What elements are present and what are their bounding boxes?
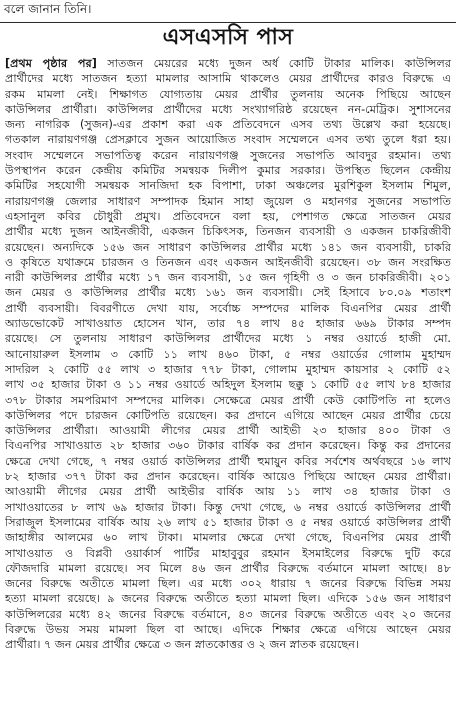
article-line-31: সিরাজুল ইসলামের বার্ষিক আয় ২৬ লাখ ৫১ হাজার টাকা ও ৫ নম্বর ওয়ার্ডে কাউন্সিলর প্রার্থী (5, 515, 451, 529)
article-line-12: প্রার্থীর মধ্যে দুজন আইনজীবী, একজন চিকিৎসক, তিনজন ব্যবসায়ী ও একজন চাকরিজীবী (5, 225, 451, 239)
article-line-26: বিএনপির সাখাওয়াত ২৮ হাজার ৩৬০ টাকার বার্ষিক কর প্রদান করেছেন। কিন্তু কর প্রদানের (5, 439, 451, 453)
article-line-22: লাখ ৩৫ হাজার টাকা ও ১১ নম্বর ওয়ার্ডে অহিদুল ইসলাম ছক্কু ১ কোটি ৫৫ লাখ ৮৪ হাজার (5, 378, 451, 392)
article-line-29: আওয়ামী লীগের মেয়র প্রার্থী আইভীর বার্ষিক আয় ১১ লাখ ৩৪ হাজার টাকা ও (5, 485, 451, 499)
article-line-9: কমিটির সহযোগী সমন্বয়ক সানজিদা হক বিপাশা, ঢাকা অঞ্চলের মুরশিকুল ইসলাম শিমুল, (5, 179, 451, 193)
article-line-27: ক্ষেত্রে দেখা গেছে, ৭ নম্বর ওয়ার্ড কাউন্সিলর প্রার্থী হুমায়ুন কবির সর্বশেষ অর্থবছরে ১৬ লাখ (5, 454, 451, 468)
article-line-15: নারী কাউন্সিলর প্রার্থীর মধ্যে ১৭ জন ব্যবসায়ী, ১৫ জন গৃহিণী ও ৩ জন চাকরিজীবী। ২০১ (5, 271, 451, 285)
article-line-13: রয়েছেন। অন্যদিকে ১৫৬ জন সাধারণ কাউন্সিলর প্রার্থীর মধ্যে ১৪১ জন ব্যবসায়ী, চাকরি (5, 240, 451, 254)
article-body (5, 56, 451, 653)
article-line-3: রকম মামলা নেই। শিক্ষাগত যোগ্যতায় মেয়র প্রার্থীর তুলনায় অনেক পিছিয়ে আছেন (5, 87, 451, 101)
article-line-25: কাউন্সিলর প্রার্থীরা। আওয়ামী লীগের মেয়র প্রার্থী আইভী ২৩ হাজার ৪০০ টাকা ও (5, 424, 451, 438)
article-line-8: উপস্থাপন করেন কেন্দ্রীয় কমিটির সমন্বয়ক দিলীপ কুমার সরকার। উপস্থিত ছিলেন কেন্দ্রীয় (5, 164, 451, 178)
article-line-28: ৮২ হাজার ৩৭৭ টাকা কর প্রদান করেছেন। বার্ষিক আয়েও পিছিয়ে আছেন মেয়র প্রার্থীরা। (5, 470, 451, 484)
article-line-20: আনোয়ারুল ইসলাম ৩ কোটি ১১ লাখ ৪৬০ টাকা, ৫ নম্বর ওয়ার্ডের গোলাম মুহাম্মদ (5, 347, 451, 361)
article-line-7: সংবাদ সম্মেলনে সভাপতিত্ব করেন নারায়ণগঞ্জ সুজনের সভাপতি আবদুর রহমান। তথ্য (5, 148, 451, 162)
article-line-21: সাদরিল ২ কোটি ৫৫ লাখ ৩ হাজার ৭৭৮ টাকা, গোলাম মুহাম্মদ কায়সার ২ কোটি ৫২ (5, 362, 451, 376)
article-line-18: অ্যাডভোকেট সাখাওয়াত হোসেন খান, তার ৭৪ লাখ ৪৫ হাজার ৬৬৯ টাকার সম্পদ (5, 317, 451, 331)
article-line-19: রয়েছে। সে তুলনায় সাধারণ কাউন্সিলর প্রার্থীদের মধ্যে ১ নম্বর ওয়ার্ডে হাজী মো. (5, 332, 451, 346)
article-line-38: বিরুদ্ধে উভয় সময় মামলা ছিল বা আছে। এদিকে শিক্ষার ক্ষেত্রে এগিয়ে আছেন মেয়র (5, 622, 451, 636)
article-line-4: কাউন্সিলর প্রার্থীরা। কাউন্সিলর প্রার্থীদের মধ্যে সংখ্যাগরিষ্ঠ রয়েছেন নন-মেট্রিক। সুশাসনের (5, 102, 451, 116)
article-line-23: ৩৭৮ টাকার সমপরিমাণ সম্পদের মালিক। সেক্ষেত্রে মেয়র প্রার্থী কেউ কোটিপতি না হলেও (5, 393, 451, 407)
separator-rule (0, 22, 456, 23)
article-line-1 (5, 56, 451, 71)
article-kicker: [প্রথম পৃষ্ঠার পর] (5, 57, 97, 70)
article-line-36: হত্যা মামলা রয়েছে। ৯ জনের বিরুদ্ধে অতীতে হত্যা মামলা ছিল। এদিকে ১৫৬ জন সাধারণ (5, 592, 451, 606)
article-line-39: প্রার্থীরা। ৭ জন মেয়র প্রার্থীর ক্ষেত্রে ৩ জন স্নাতকোত্তর ও ২ জন স্নাতক রয়েছেন। (5, 638, 359, 652)
article-line-11: এহসানুল কবির চৌধুরী প্রমুখ। প্রতিবেদনে বলা হয়, পেশাগত ক্ষেত্রে সাতজন মেয়র (5, 209, 451, 223)
article-line-2: প্রার্থীদের মধ্যে সাতজন হত্যা মামলার আসামি থাকলেও মেয়র প্রার্থীদের কারও বিরুদ্ধে এ (5, 72, 451, 86)
article-line-17: প্রার্থী ব্যবসায়ী। বিবরণীতে দেখা যায়, সর্বোচ্চ সম্পদের মালিক বিএনপির মেয়র প্রার্থী (5, 301, 451, 315)
article-line-37: কাউন্সিলরের মধ্যে ৪২ জনের বিরুদ্ধে বর্তমানে, ৪৩ জনের বিরুদ্ধে অতীতে এবং ২০ জনের (5, 607, 451, 621)
article-line-30: সাখাওয়াতের ৮ লাখ ৬৯ হাজার টাকা। কিন্তু দেখা গেছে, ৬ নম্বর ওয়ার্ডে কাউন্সিলর প্রার্থী (5, 500, 451, 514)
article-line-10: নারায়ণগঞ্জ জেলার সাধারণ সম্পাদক হিমান সাহা জুয়েল ও মহানগর সুজনের সভাপতি (5, 194, 451, 208)
article-line-33: সাখাওয়াত ও বিপ্লবী ওয়ার্কার্স পার্টির মাহাবুবুর রহমান ইসমাইলের বিরুদ্ধে দুটি করে (5, 546, 451, 560)
article-line-14: ও কৃষিতে যথাক্রমে চারজন ও তিনজন এবং একজন আইনজীবী রয়েছেন। ৩৮ জন সংরক্ষিত (5, 255, 451, 269)
article-line-text: সাতজন মেয়রের মধ্যে দুজন অর্ধ কোটি টাকার মালিক। কাউন্সিলর (107, 57, 451, 70)
previous-article-fragment: বলে জানান তিনি। (4, 2, 92, 16)
article-line-16: জন মেয়র ও কাউন্সিলর প্রার্থীর মধ্যে ১৬১ জন ব্যবসায়ী। সেই হিসাবে ৮০.০৯ শতাংশ (5, 286, 451, 300)
article-line-5: জন্য নাগরিক (সুজন)-এর প্রকাশ করা এক প্রতিবেদনে এসব তথ্য উল্লেখ করা হয়েছে। (5, 118, 451, 132)
article-line-32: জাহাঙ্গীর আলমের ৬০ লাখ টাকা। মামলার ক্ষেত্রে দেখা গেছে, বিএনপির মেয়র প্রার্থী (5, 531, 451, 545)
article-line-6: গতকাল নারায়ণগঞ্জ প্রেসক্লাবে সুজন আয়োজিত সংবাদ সম্মেলনে এসব তথ্য তুলে ধরা হয়। (5, 133, 451, 147)
article-line-24: কাউন্সিলর পদে চারজন কোটিপতি রয়েছেন। কর প্রদানে এগিয়ে আছেন মেয়র প্রার্থীর চেয়ে (5, 408, 451, 422)
article-headline: এসএসসি পাস (162, 25, 294, 50)
article-line-34: ফৌজদারি মামলা রয়েছে। সব মিলে ৪৬ জন প্রার্থীর বিরুদ্ধে বর্তমানে মামলা আছে। ৪৮ (5, 561, 451, 575)
article-line-35: জনের বিরুদ্ধে অতীতে মামলা ছিল। এর মধ্যে ৩০২ ধারায় ৭ জনের বিরুদ্ধে বিভিন্ন সময় (5, 577, 451, 591)
